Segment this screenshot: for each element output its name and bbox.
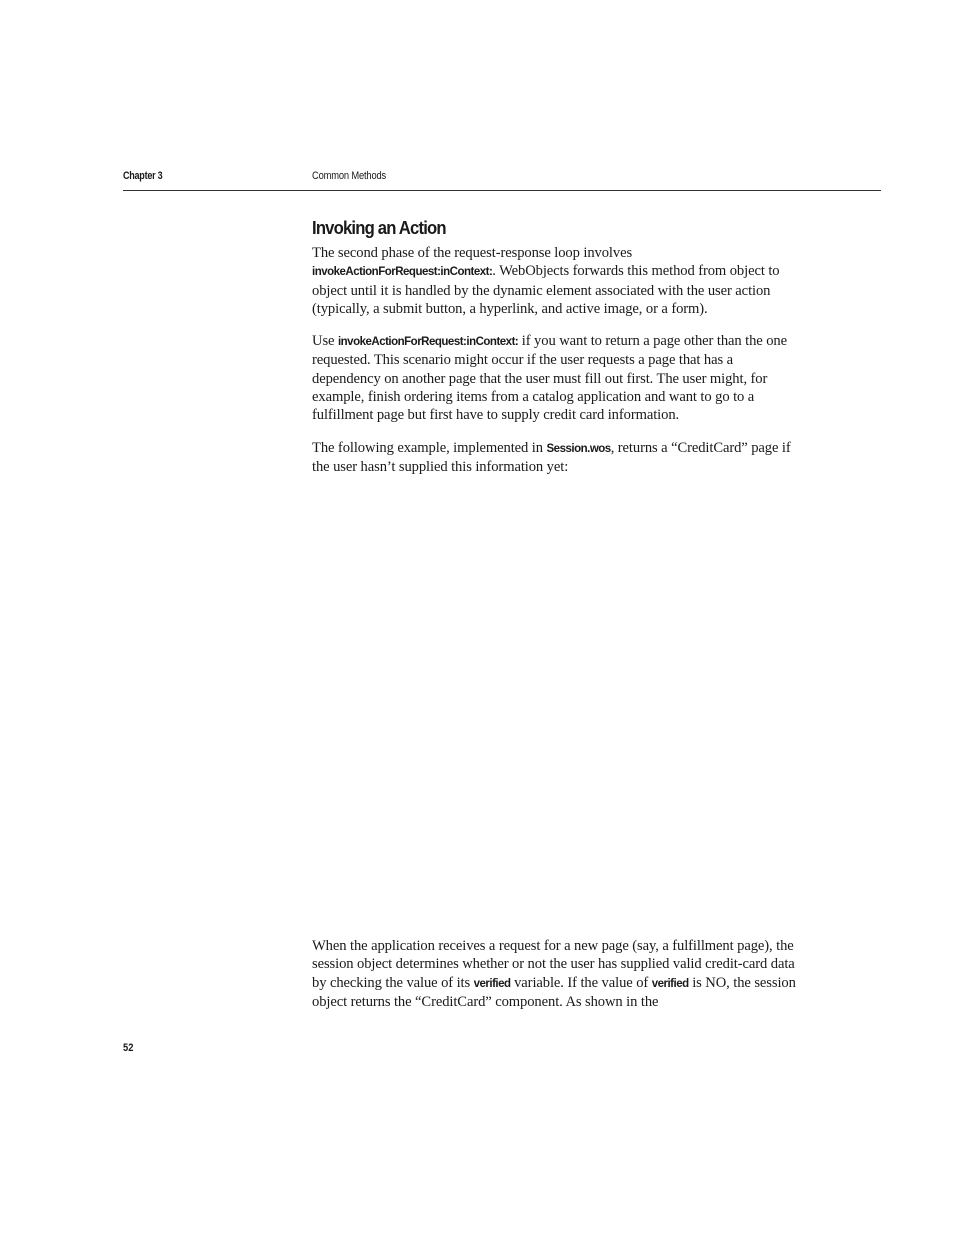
paragraph-3-text-b: , returns a “CreditCard” page if the user hasn’t supplied this information yet: xyxy=(312,439,791,475)
bottom-content xyxy=(312,937,802,1025)
running-header-title: Common Methods xyxy=(312,170,387,182)
main-content xyxy=(312,214,802,490)
paragraph-4 xyxy=(312,937,802,1011)
variable-name-code: verified xyxy=(651,977,689,990)
paragraph-3-text-a: The following example, implemented in xyxy=(312,439,547,456)
paragraph-4-text-a: When the application receives a request for a new page (say, a fulfillment page), the session object determines whether or not the user has supplied valid credit-card data by checking the value of its xyxy=(312,938,795,991)
page-number: 52 xyxy=(123,1042,134,1054)
paragraph-2-text-b: if you want to return a page other than the one requested. This scenario might occur if the user requests a page that has a dependency on another page that the user must fill out first. The user might, for example, finish ordering items from a catalog application and want to go to a fulfillment page but first have to supply credit card information. xyxy=(312,333,787,424)
paragraph-1 xyxy=(312,244,802,318)
method-name-code: invokeActionForRequest:inContext: xyxy=(337,336,519,349)
paragraph-4-text-c: is NO, the session object returns the “CreditCard” component. As shown in the xyxy=(312,974,796,1010)
method-name-code: invokeActionForRequest:inContext: xyxy=(312,266,493,279)
paragraph-3 xyxy=(312,439,802,477)
file-name-code: Session.wos xyxy=(546,442,611,455)
paragraph-2 xyxy=(312,332,802,424)
chapter-label: Chapter 3 xyxy=(123,170,163,182)
paragraph-2-text-a: Use xyxy=(312,333,338,350)
paragraph-4-text-b: variable. If the value of xyxy=(510,974,652,991)
paragraph-1-text-a: The second phase of the request-response loop involves xyxy=(312,245,633,261)
variable-name-code: verified xyxy=(473,977,511,990)
paragraph-1-text-b: . WebObjects forwards this method from object to object until it is handled by the dynamic element associated with the user action (typically, a submit button, a hyperlink, and active image, or a form). xyxy=(312,263,780,317)
header-divider xyxy=(123,190,881,191)
section-heading: Invoking an Action xyxy=(312,217,446,238)
